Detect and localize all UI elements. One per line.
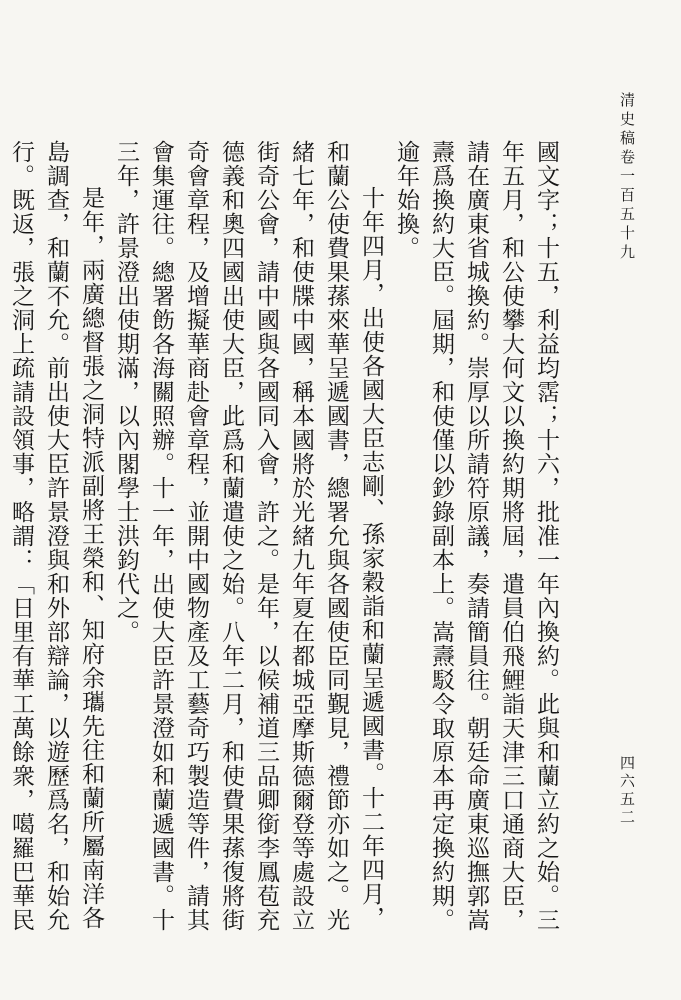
paragraph-1: 國文字；十五，利益均霑；十六，批准一年內換約。此與和蘭立約之始。三年五月，和公使攀大何文以換約期將屆，遣員伯飛鯉詣天津三口通商大臣，請在廣東省城換約。崇厚以所請符原議，奏請簡員往。朝廷命廣東巡撫郭嵩燾爲換約大臣。屆期，和使僅以鈔錄副本上。嵩燾駁令取原本再定換約期。逾年始換。	[393, 140, 559, 932]
page-number: 四六五二	[618, 755, 636, 827]
running-title: 清史稿卷一百五十九	[618, 92, 636, 263]
body-text	[8, 140, 563, 940]
paragraph-2: 十年四月，出使各國大臣志剛、孫家穀詣和蘭呈遞國書。十二年四月，和蘭公使費果蓀來華呈遞國書，總署允與各國使臣同覲見，禮節亦如之。光緒七年，和使牒中國，稱本國將於光緒九年夏在都城亞摩斯德爾登等處設立街奇公會，請中國與各國同入會，許之。是年，以候補道三品卿銜李鳳苞充德義和奧四國出使大臣，此爲和蘭遣使之始。八年二月，和使費果蓀復將街奇會章程，及增擬華商赴會章程，並開中國物產及工藝奇巧製造等件，請其會集運往。總署飭各海關照辦。十一年，出使大臣許景澄如和蘭遞國書。十三年，許景澄出使期滿，以內閣學士洪鈞代之。	[113, 140, 384, 932]
paragraph-3: 是年，兩廣總督張之洞特派副將王榮和、知府余瓗先往和蘭所屬南洋各島調查，和蘭不允。前出使大臣許景澄與和外部辯論，以遊歷爲名，和始允行。既返，張之洞上疏請設領事，略謂：「日里有華工萬餘衆，噶羅巴華民	[8, 140, 104, 932]
